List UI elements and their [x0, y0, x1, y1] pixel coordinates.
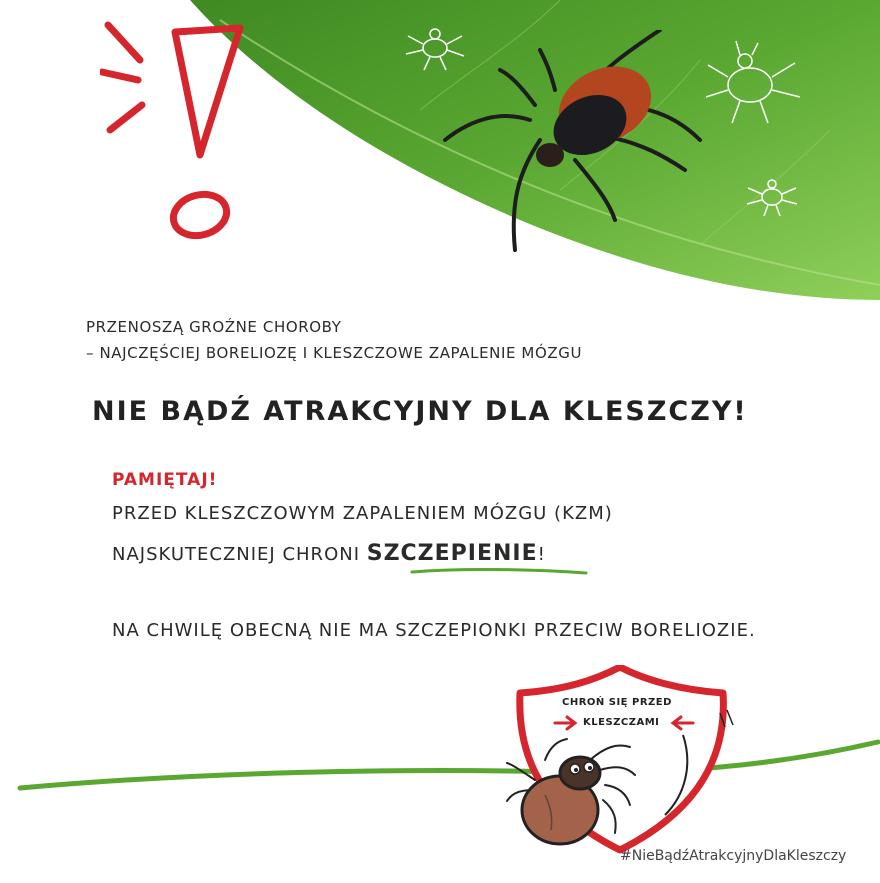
vaccine-emphasis: SZCZEPIENIE	[366, 541, 538, 566]
subtitle-line-1: PRZENOSZĄ GROŹNE CHOROBY	[86, 318, 342, 336]
tick-doodle-icon	[742, 170, 802, 220]
borreliosis-note: NA CHWILĘ OBECNĄ NIE MA SZCZEPIONKI PRZECIW BORELIOZIE.	[112, 620, 756, 641]
exclamation-icon	[100, 20, 250, 245]
tick-doodle-icon	[700, 35, 810, 130]
tick-icon	[430, 30, 710, 260]
green-swoosh	[0, 720, 880, 800]
remember-label: PAMIĘTAJ!	[112, 470, 218, 490]
tick-doodle-icon	[400, 18, 470, 73]
vaccine-line-suffix: !	[537, 544, 546, 565]
page-title: NIE BĄDŹ ATRAKCYJNY DLA KLESZCZY!	[92, 396, 748, 427]
kzm-line: PRZED KLESZCZOWYM ZAPALENIEM MÓZGU (KZM)	[112, 503, 613, 524]
cartoon-tick-icon	[505, 735, 640, 850]
campaign-hashtag: #NieBądźAtrakcyjnyDlaKleszczy	[620, 848, 847, 864]
vaccine-line-prefix: NAJSKUTECZNIEJ CHRONI	[112, 544, 367, 565]
vaccine-line	[112, 541, 546, 566]
shield-line-2: KLESZCZAMI	[583, 717, 660, 728]
subtitle-line-2: – NAJCZĘŚCIEJ BORELIOZĘ I KLESZCZOWE ZAPALENIE MÓZGU	[86, 344, 583, 362]
shield-line-1: CHROŃ SIĘ PRZED	[562, 697, 672, 708]
emphasis-underline	[410, 565, 590, 577]
